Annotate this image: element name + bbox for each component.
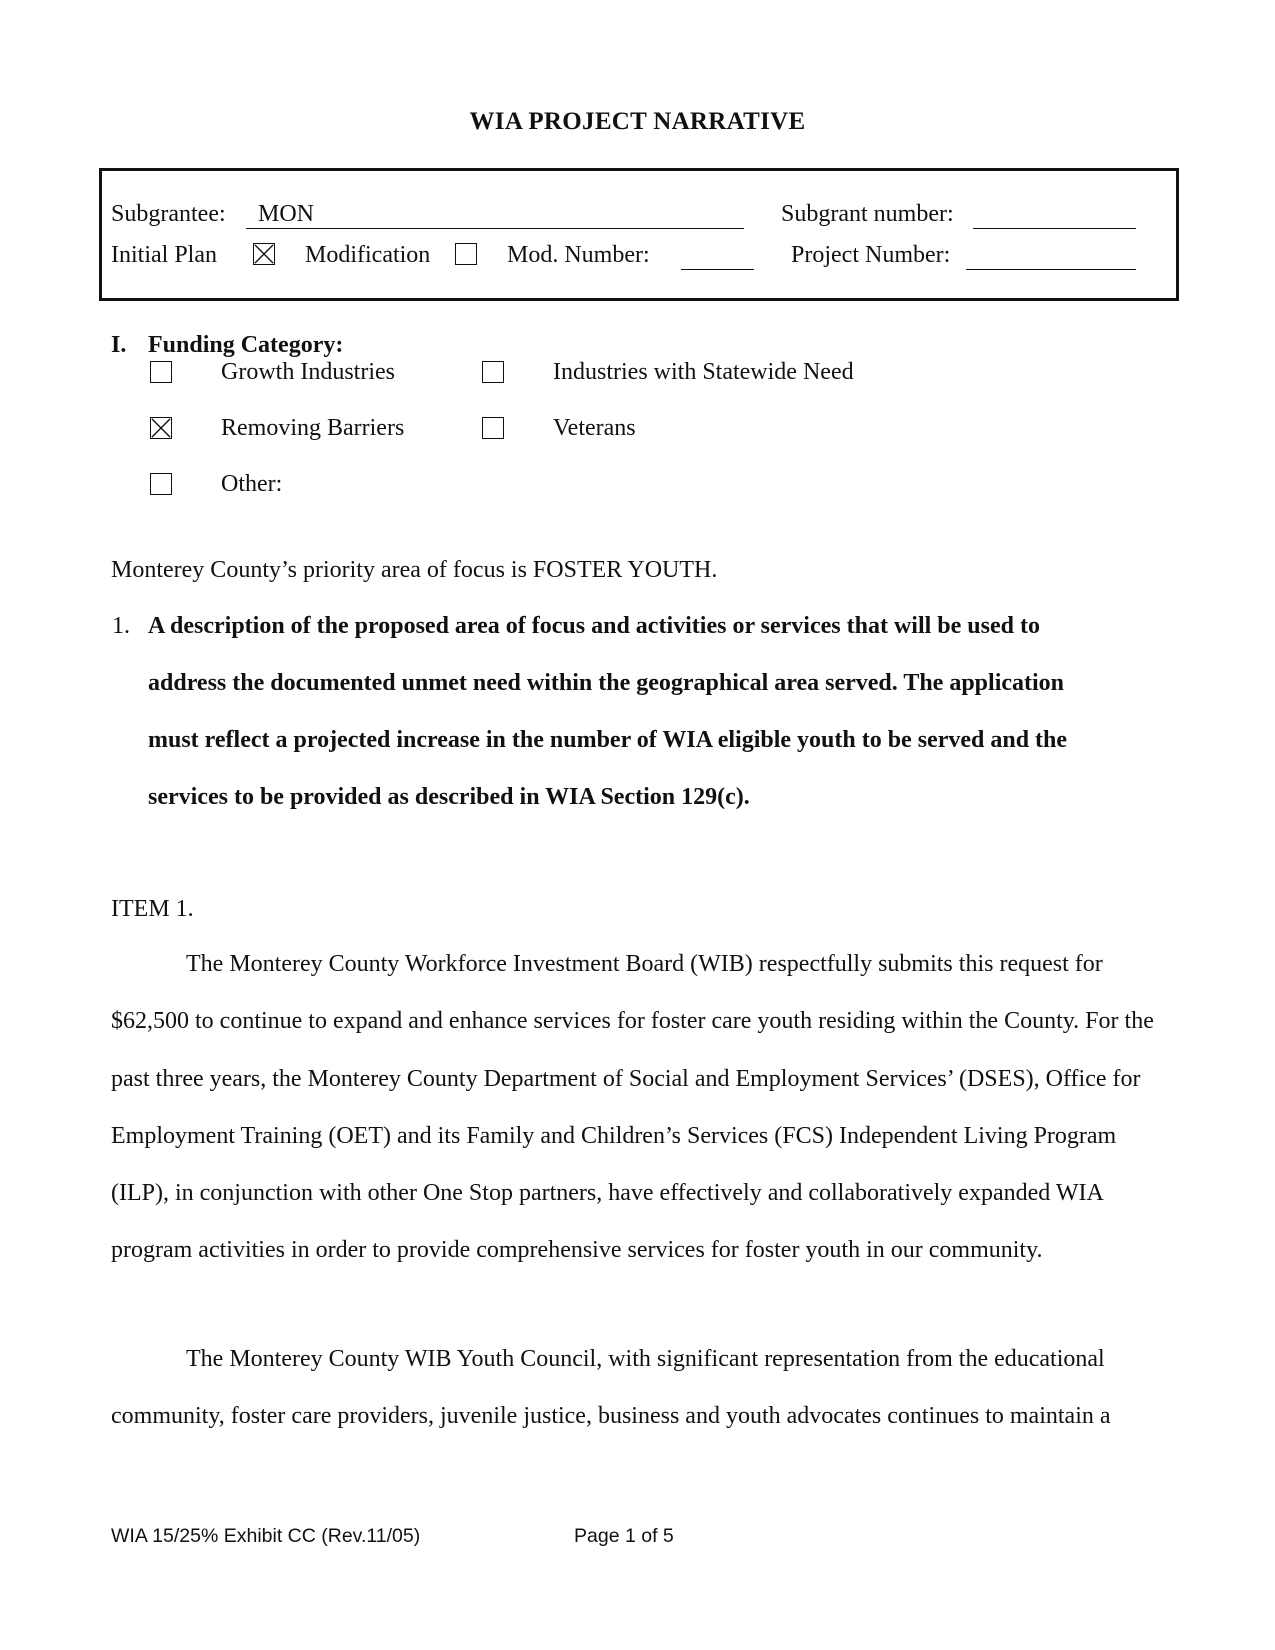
- growth-industries-checkbox[interactable]: [150, 361, 172, 383]
- question-text: [148, 598, 1128, 826]
- statewide-need-checkbox[interactable]: [482, 361, 504, 383]
- veterans-label: Veterans: [553, 415, 636, 441]
- removing-barriers-label: Removing Barriers: [221, 415, 405, 441]
- other-label: Other:: [221, 471, 283, 497]
- veterans-checkbox[interactable]: [482, 417, 504, 439]
- checkbox-x-icon: [254, 244, 274, 264]
- subgrantee-value: MON: [258, 201, 315, 227]
- checkbox-x-icon: [151, 418, 171, 438]
- subgrant-number-field[interactable]: [973, 200, 1136, 229]
- question-number: 1.: [112, 613, 130, 639]
- section-numeral: I.: [111, 332, 127, 358]
- mod-number-field[interactable]: [681, 241, 754, 270]
- body-paragraph: The Monterey County Workforce Investment Board (WIB) respectfully submits this request for $62,500 to continue to expand and enhance services for foster care youth residing within the County. For the past three years, the Monterey County Department of Social and Employment Services’ (DSES), Office for Employment Training (OET) and its Family and Children’s Services (FCS) Independent Living Program (ILP), in conjunction with other One Stop partners, have effectively and collaboratively expanded WIA program activities in order to provide comprehensive services for foster youth in our community.: [111, 951, 1154, 1264]
- initial-plan-checkbox[interactable]: [253, 243, 275, 265]
- project-number-label: Project Number:: [791, 242, 951, 268]
- question-line: services to be provided as described in WIA Section 129(c).: [148, 784, 750, 810]
- document-title: WIA PROJECT NARRATIVE: [469, 108, 806, 135]
- statewide-need-label: Industries with Statewide Need: [553, 359, 854, 385]
- body-paragraph: The Monterey County WIB Youth Council, with significant representation from the educational community, foster care providers, juvenile justice, business and youth advocates continues to maintain a: [111, 1346, 1111, 1430]
- question-line: address the documented unmet need within the geographical area served. The application: [148, 670, 1065, 696]
- item-label: ITEM 1.: [111, 896, 194, 922]
- footer-page-number: Page 1 of 5: [574, 1525, 674, 1547]
- header-box: [99, 168, 1179, 301]
- mod-number-label: Mod. Number:: [507, 242, 650, 268]
- priority-statement: Monterey County’s priority area of focus is FOSTER YOUTH.: [111, 557, 718, 583]
- other-checkbox[interactable]: [150, 473, 172, 495]
- growth-industries-label: Growth Industries: [221, 359, 395, 385]
- subgrantee-field[interactable]: [246, 200, 744, 229]
- question-line: A description of the proposed area of focus and activities or services that will be used to: [148, 613, 1040, 639]
- initial-plan-label: Initial Plan: [111, 242, 217, 268]
- project-number-field[interactable]: [966, 241, 1136, 270]
- subgrantee-label: Subgrantee:: [111, 201, 226, 227]
- removing-barriers-checkbox[interactable]: [150, 417, 172, 439]
- footer-form-id: WIA 15/25% Exhibit CC (Rev.11/05): [111, 1525, 421, 1547]
- funding-category-heading: Funding Category:: [148, 332, 344, 358]
- subgrant-number-label: Subgrant number:: [781, 201, 954, 227]
- question-line: must reflect a projected increase in the number of WIA eligible youth to be served and the: [148, 727, 1068, 753]
- modification-label: Modification: [305, 242, 431, 268]
- modification-checkbox[interactable]: [455, 243, 477, 265]
